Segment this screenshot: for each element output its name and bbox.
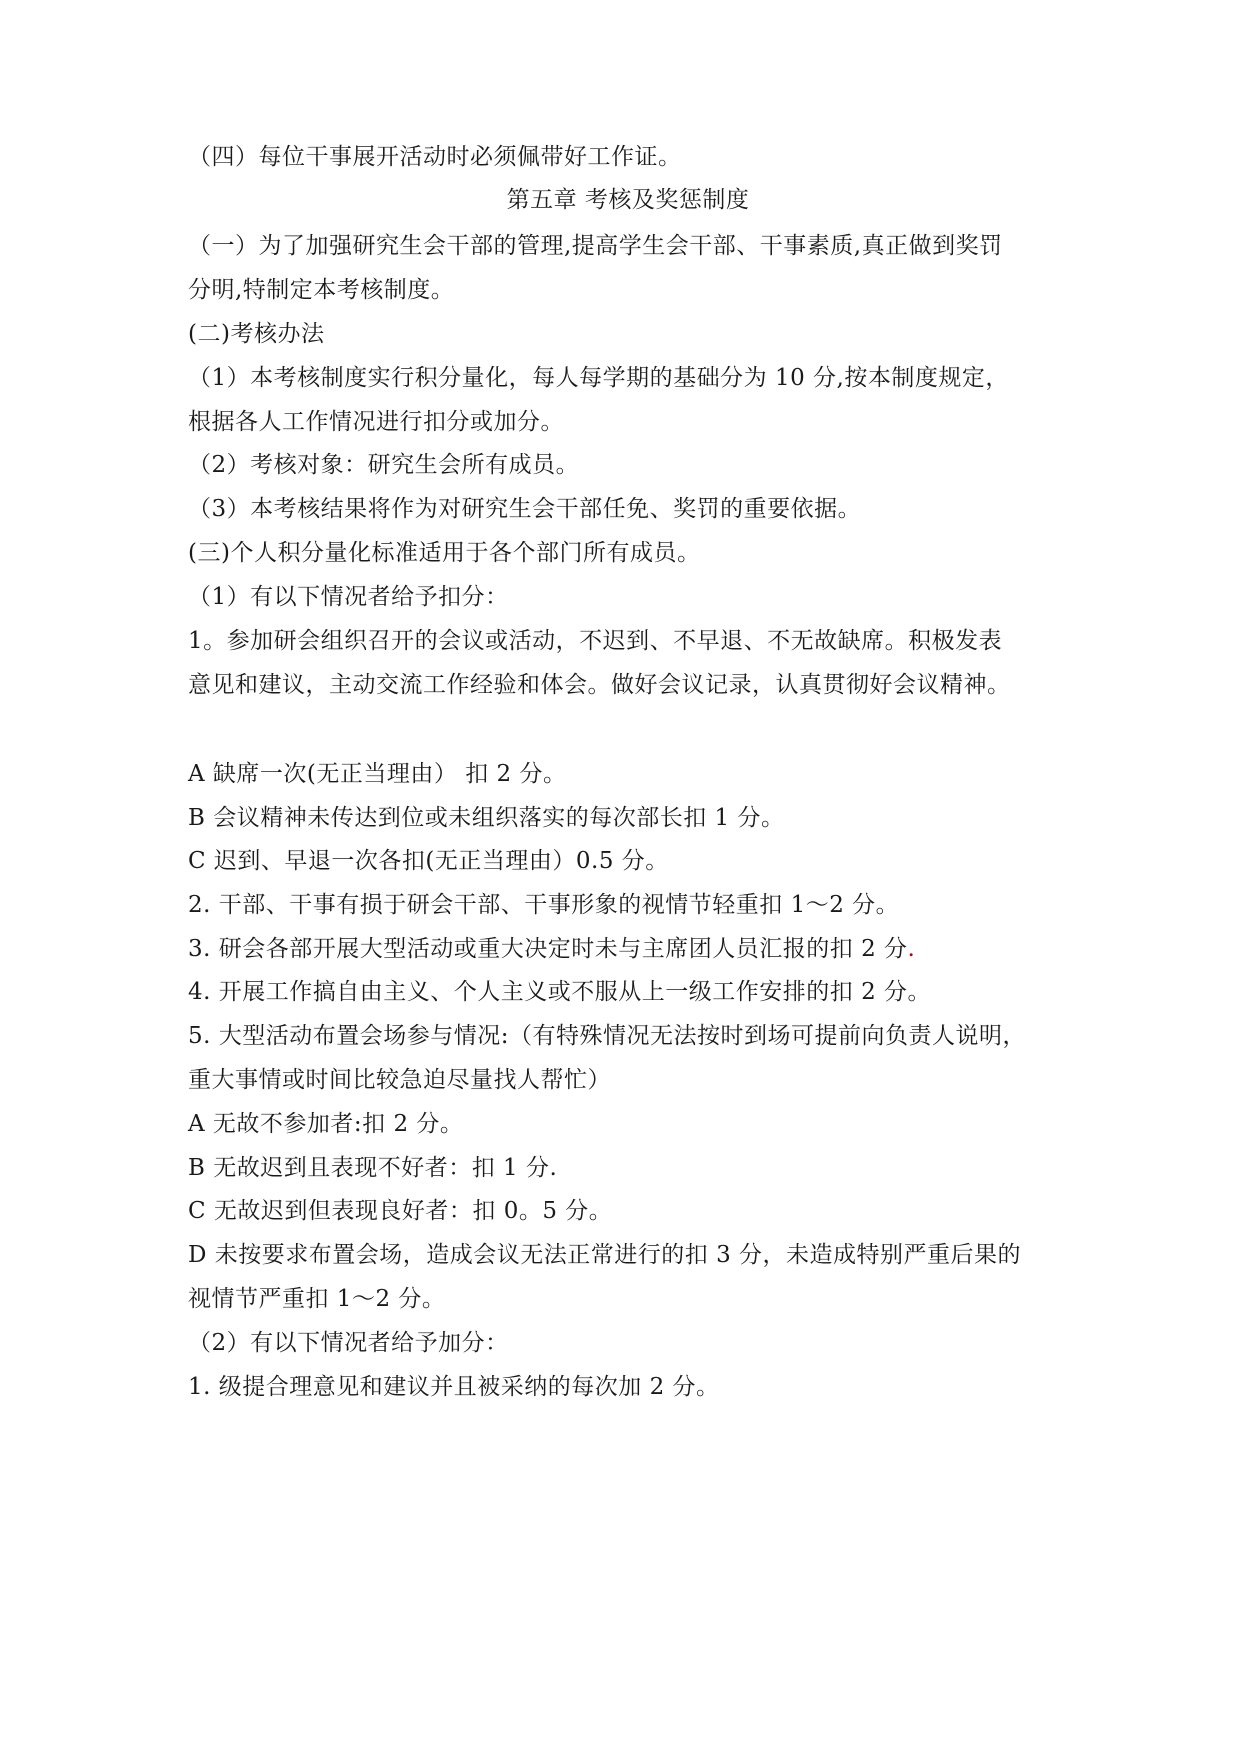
- intro-line: （四）每位干事展开活动时必须佩带好工作证。: [188, 144, 682, 170]
- paragraph-line: （1）有以下情况者给予扣分：: [188, 584, 509, 610]
- paragraph-line: (三)个人积分量化标准适用于各个部门所有成员。: [188, 540, 701, 566]
- paragraph-line: B 会议精神未传达到位或未组织落实的每次部长扣 1 分。: [188, 805, 785, 831]
- chapter-heading: 第五章 考核及奖惩制度: [506, 187, 750, 213]
- paragraph-line: A 无故不参加者:扣 2 分。: [188, 1111, 464, 1137]
- paragraph-line: A 缺席一次(无正当理由） 扣 2 分。: [188, 761, 567, 787]
- paragraph-text: 3. 研会各部开展大型活动或重大决定时未与主席团人员汇报的扣 2 分: [188, 936, 908, 962]
- paragraph-line: 5. 大型活动布置会场参与情况:（有特殊情况无法按时到场可提前向负责人说明，: [188, 1023, 1027, 1049]
- paragraph-line: C 迟到、早退一次各扣(无正当理由）0.5 分。: [188, 848, 669, 874]
- paragraph-line: 1. 级提合理意见和建议并且被采纳的每次加 2 分。: [188, 1374, 720, 1400]
- paragraph-line: （3）本考核结果将作为对研究生会干部任免、奖罚的重要依据。: [188, 496, 862, 522]
- paragraph-line: 2. 干部、干事有损于研会干部、干事形象的视情节轻重扣 1～2 分。: [188, 892, 900, 918]
- paragraph-line: 重大事情或时间比较急迫尽量找人帮忙）: [188, 1067, 611, 1093]
- paragraph-line: (二)考核办法: [188, 321, 325, 347]
- paragraph-line-with-red-period: [188, 934, 1068, 964]
- paragraph-line: （1）本考核制度实行积分量化，每人每学期的基础分为 10 分,按本制度规定，: [188, 365, 1009, 391]
- paragraph-line: （一）为了加强研究生会干部的管理,提高学生会干部、干事素质,真正做到奖罚: [188, 233, 1003, 259]
- paragraph-line: 视情节严重扣 1～2 分。: [188, 1286, 446, 1312]
- paragraph-line: B 无故迟到且表现不好者：扣 1 分.: [188, 1155, 558, 1181]
- paragraph-line: 4. 开展工作搞自由主义、个人主义或不服从上一级工作安排的扣 2 分。: [188, 979, 932, 1005]
- red-period-mark: .: [907, 936, 916, 962]
- paragraph-line: （2）有以下情况者给予加分：: [188, 1330, 509, 1356]
- paragraph-line: D 未按要求布置会场，造成会议无法正常进行的扣 3 分，未造成特别严重后果的: [188, 1242, 1022, 1268]
- paragraph-line: 1。参加研会组织召开的会议或活动，不迟到、不早退、不无故缺席。积极发表: [188, 628, 1003, 654]
- paragraph-line: （2）考核对象：研究生会所有成员。: [188, 452, 580, 478]
- paragraph-line: 意见和建议，主动交流工作经验和体会。做好会议记录，认真贯彻好会议精神。: [188, 672, 1011, 698]
- paragraph-line: C 无故迟到但表现良好者：扣 0。5 分。: [188, 1198, 613, 1224]
- paragraph-line: 根据各人工作情况进行扣分或加分。: [188, 409, 564, 435]
- paragraph-line: 分明,特制定本考核制度。: [188, 277, 455, 303]
